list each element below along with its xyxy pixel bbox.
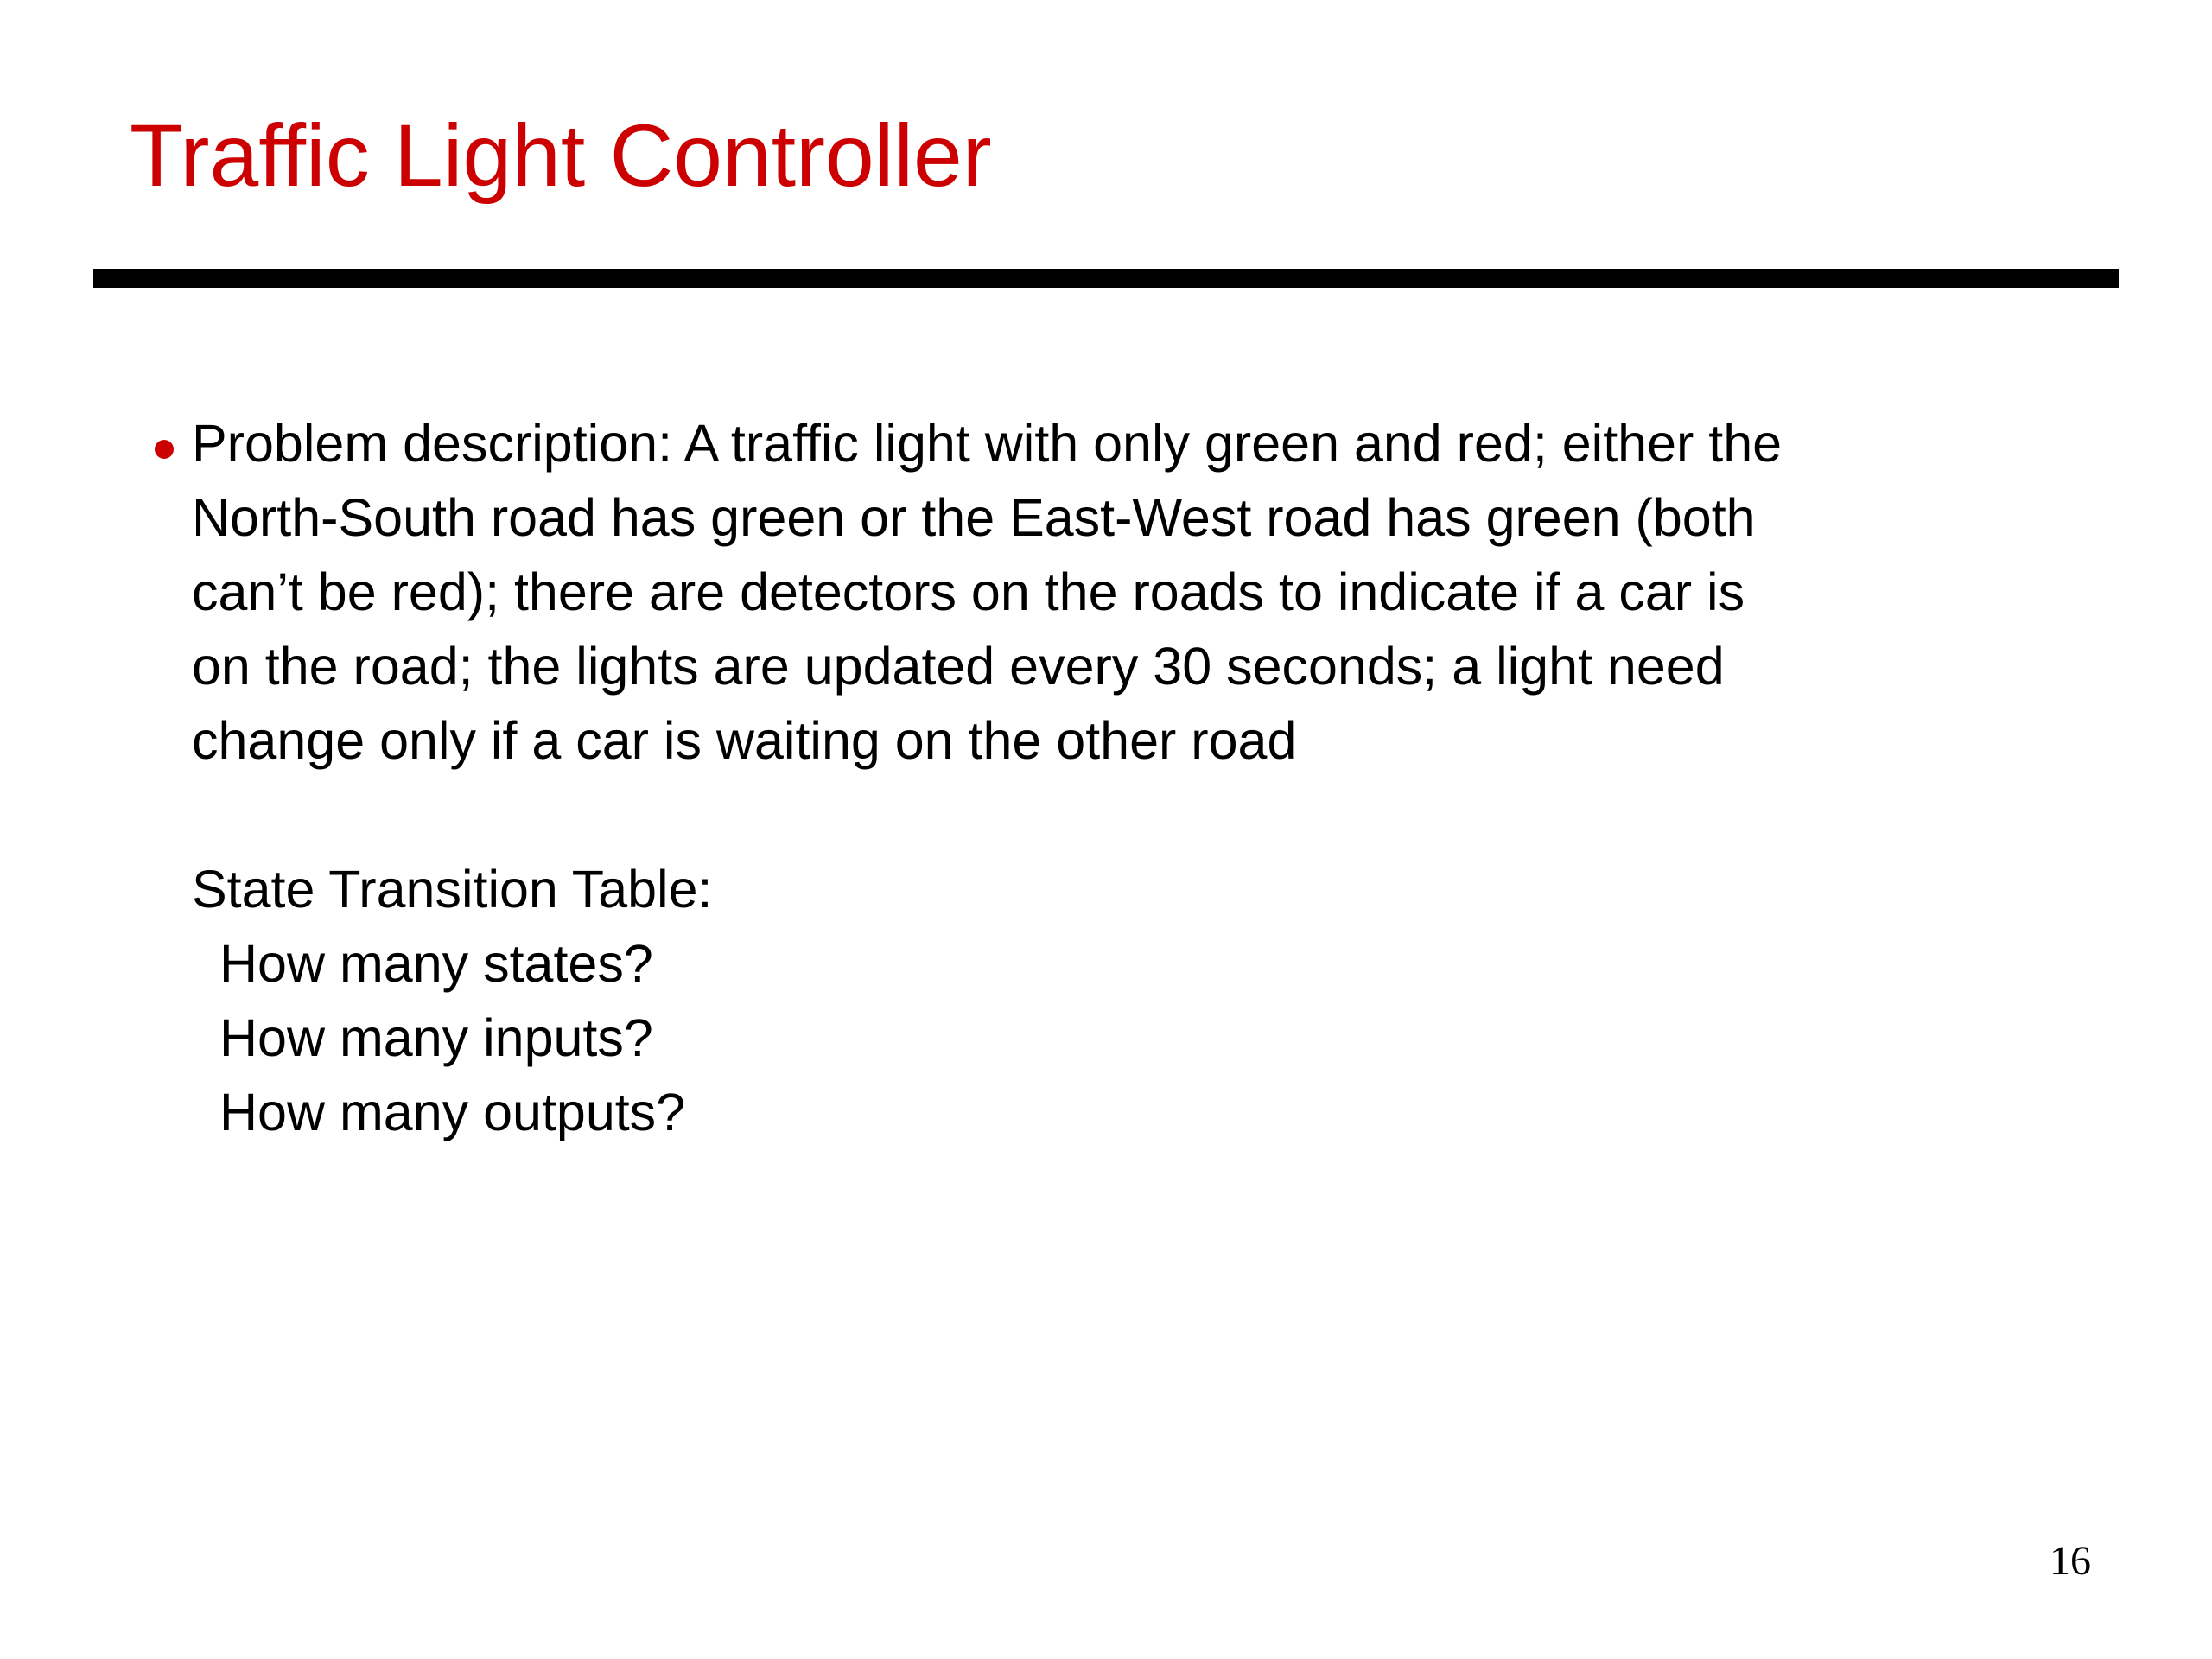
bullet-icon bbox=[155, 440, 174, 459]
problem-line-3: can’t be red); there are detectors on the roads to indicate if a car is bbox=[192, 563, 1745, 621]
problem-line-5: change only if a car is waiting on the other road bbox=[192, 711, 1297, 770]
problem-line-2: North-South road has green or the East-West road has green (both bbox=[192, 488, 1756, 547]
question-outputs: How many outputs? bbox=[219, 1083, 686, 1141]
state-table-heading: State Transition Table: bbox=[192, 860, 713, 918]
question-inputs: How many inputs? bbox=[219, 1008, 653, 1067]
problem-line-1: Problem description: A traffic light with only green and red; either the bbox=[192, 414, 1783, 473]
title-divider bbox=[93, 269, 2119, 288]
slide-title: Traffic Light Controller bbox=[130, 106, 992, 205]
problem-line-4: on the road; the lights are updated every 30 seconds; a light need bbox=[192, 637, 1725, 696]
question-states: How many states? bbox=[219, 934, 653, 993]
bullet-content bbox=[192, 406, 2058, 1149]
paragraph-gap bbox=[192, 778, 2058, 852]
page-number: 16 bbox=[2050, 1538, 2091, 1584]
